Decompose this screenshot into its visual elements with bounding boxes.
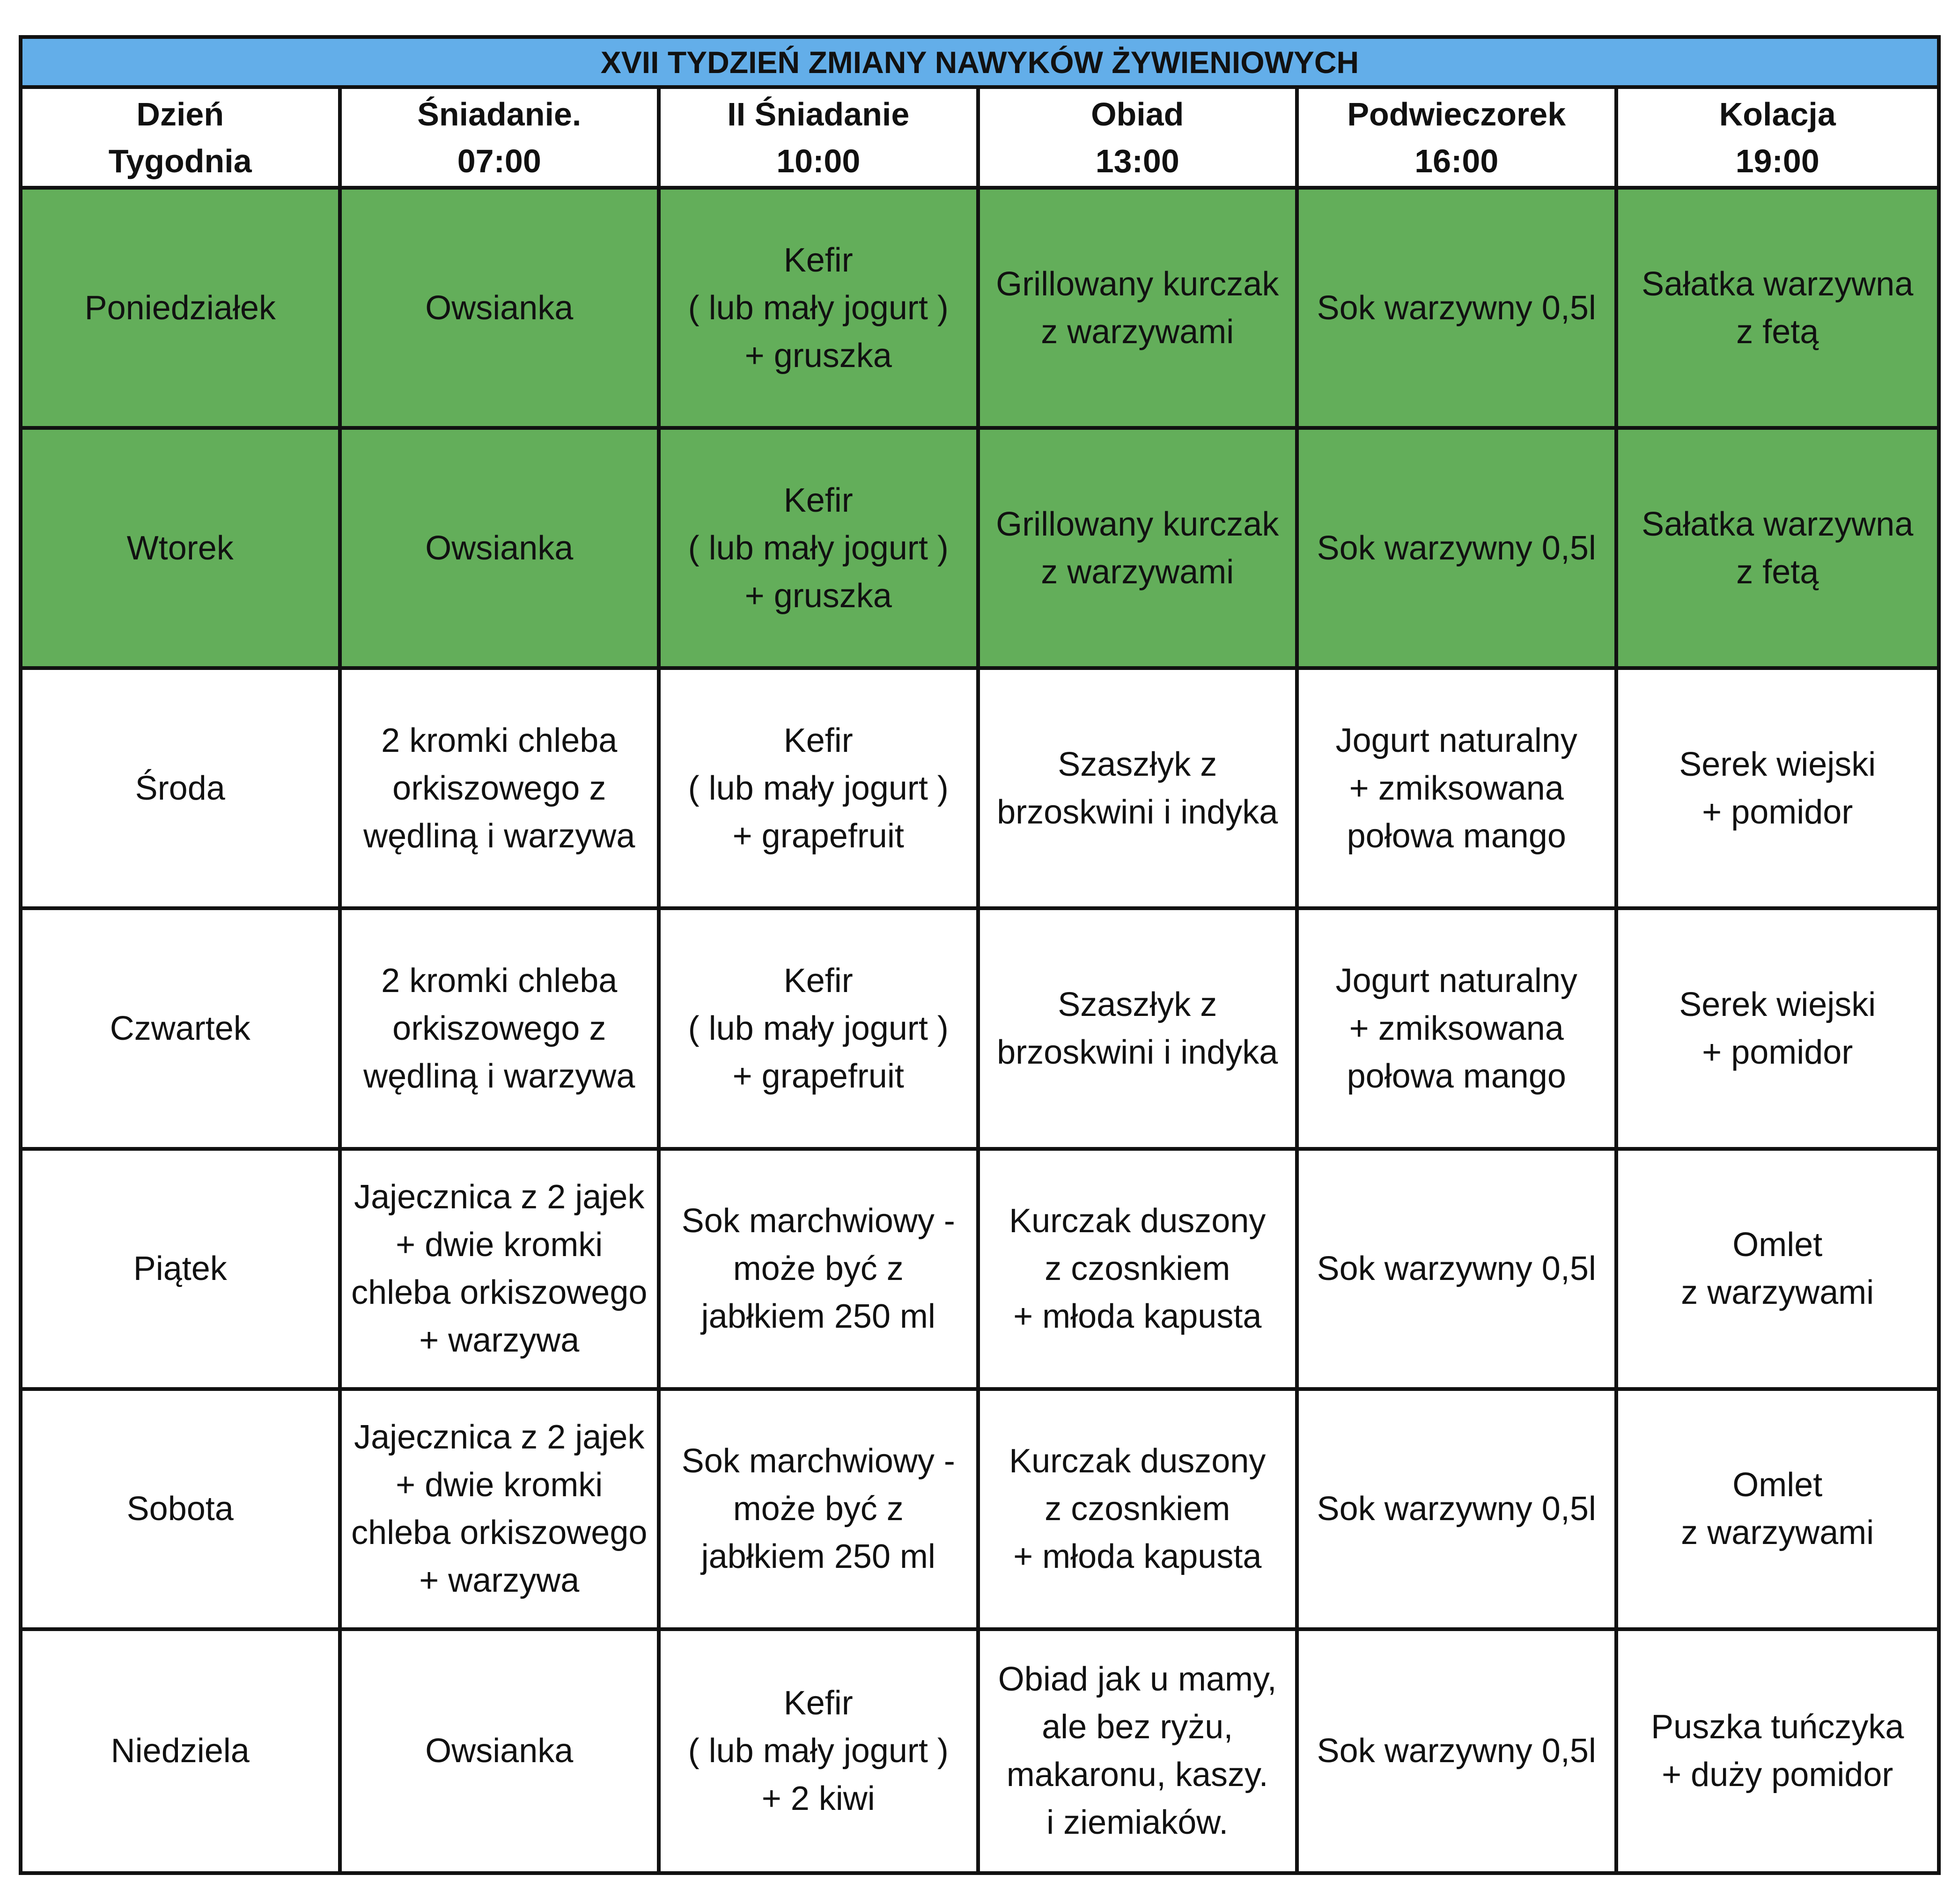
meal-plan-table: [19, 35, 1941, 1875]
breakfast-cell: Jajecznica z 2 jajek + dwie kromki chleba orkiszowego + warzywa: [342, 1151, 661, 1391]
day-cell: Czwartek: [22, 910, 342, 1150]
breakfast-cell: Jajecznica z 2 jajek + dwie kromki chleba orkiszowego + warzywa: [342, 1391, 661, 1631]
breakfast-cell: Owsianka: [342, 190, 661, 430]
day-cell: Poniedziałek: [22, 190, 342, 430]
lunch-cell: Obiad jak u mamy, ale bez ryżu, makaronu, kaszy. i ziemiaków.: [980, 1631, 1299, 1871]
lunch-cell: Grillowany kurczak z warzywami: [980, 190, 1299, 430]
lunch-cell: Kurczak duszony z czosnkiem + młoda kapusta: [980, 1151, 1299, 1391]
second-breakfast-cell: Kefir ( lub mały jogurt ) + gruszka: [661, 190, 980, 430]
day-cell: Piątek: [22, 1151, 342, 1391]
table-title: XVII TYDZIEŃ ZMIANY NAWYKÓW ŻYWIENIOWYCH: [22, 39, 1937, 89]
dinner-cell: Sałatka warzywna z fetą: [1618, 430, 1937, 670]
second-breakfast-cell: Kefir ( lub mały jogurt ) + gruszka: [661, 430, 980, 670]
afternoon-snack-cell: Jogurt naturalny + zmiksowana połowa mango: [1299, 910, 1618, 1150]
dinner-cell: Serek wiejski + pomidor: [1618, 910, 1937, 1150]
lunch-cell: Kurczak duszony z czosnkiem + młoda kapusta: [980, 1391, 1299, 1631]
lunch-cell: Szaszłyk z brzoskwini i indyka: [980, 670, 1299, 910]
breakfast-cell: 2 kromki chleba orkiszowego z wędliną i warzywa: [342, 670, 661, 910]
header-afternoon-snack: Podwieczorek 16:00: [1299, 89, 1618, 190]
dinner-cell: Serek wiejski + pomidor: [1618, 670, 1937, 910]
second-breakfast-cell: Kefir ( lub mały jogurt ) + 2 kiwi: [661, 1631, 980, 1871]
second-breakfast-cell: Sok marchwiowy - może być z jabłkiem 250 ml: [661, 1391, 980, 1631]
afternoon-snack-cell: Jogurt naturalny + zmiksowana połowa mango: [1299, 670, 1618, 910]
lunch-cell: Grillowany kurczak z warzywami: [980, 430, 1299, 670]
breakfast-cell: Owsianka: [342, 1631, 661, 1871]
header-lunch: Obiad 13:00: [980, 89, 1299, 190]
second-breakfast-cell: Sok marchwiowy - może być z jabłkiem 250 ml: [661, 1151, 980, 1391]
header-breakfast: Śniadanie. 07:00: [342, 89, 661, 190]
afternoon-snack-cell: Sok warzywny 0,5l: [1299, 430, 1618, 670]
day-cell: Niedziela: [22, 1631, 342, 1871]
second-breakfast-cell: Kefir ( lub mały jogurt ) + grapefruit: [661, 910, 980, 1150]
breakfast-cell: 2 kromki chleba orkiszowego z wędliną i warzywa: [342, 910, 661, 1150]
header-second-breakfast: II Śniadanie 10:00: [661, 89, 980, 190]
dinner-cell: Puszka tuńczyka + duży pomidor: [1618, 1631, 1937, 1871]
dinner-cell: Omlet z warzywami: [1618, 1151, 1937, 1391]
day-cell: Sobota: [22, 1391, 342, 1631]
dinner-cell: Omlet z warzywami: [1618, 1391, 1937, 1631]
dinner-cell: Sałatka warzywna z fetą: [1618, 190, 1937, 430]
lunch-cell: Szaszłyk z brzoskwini i indyka: [980, 910, 1299, 1150]
second-breakfast-cell: Kefir ( lub mały jogurt ) + grapefruit: [661, 670, 980, 910]
afternoon-snack-cell: Sok warzywny 0,5l: [1299, 190, 1618, 430]
breakfast-cell: Owsianka: [342, 430, 661, 670]
day-cell: Wtorek: [22, 430, 342, 670]
afternoon-snack-cell: Sok warzywny 0,5l: [1299, 1391, 1618, 1631]
header-dinner: Kolacja 19:00: [1618, 89, 1937, 190]
day-cell: Środa: [22, 670, 342, 910]
afternoon-snack-cell: Sok warzywny 0,5l: [1299, 1151, 1618, 1391]
header-day: Dzień Tygodnia: [22, 89, 342, 190]
afternoon-snack-cell: Sok warzywny 0,5l: [1299, 1631, 1618, 1871]
